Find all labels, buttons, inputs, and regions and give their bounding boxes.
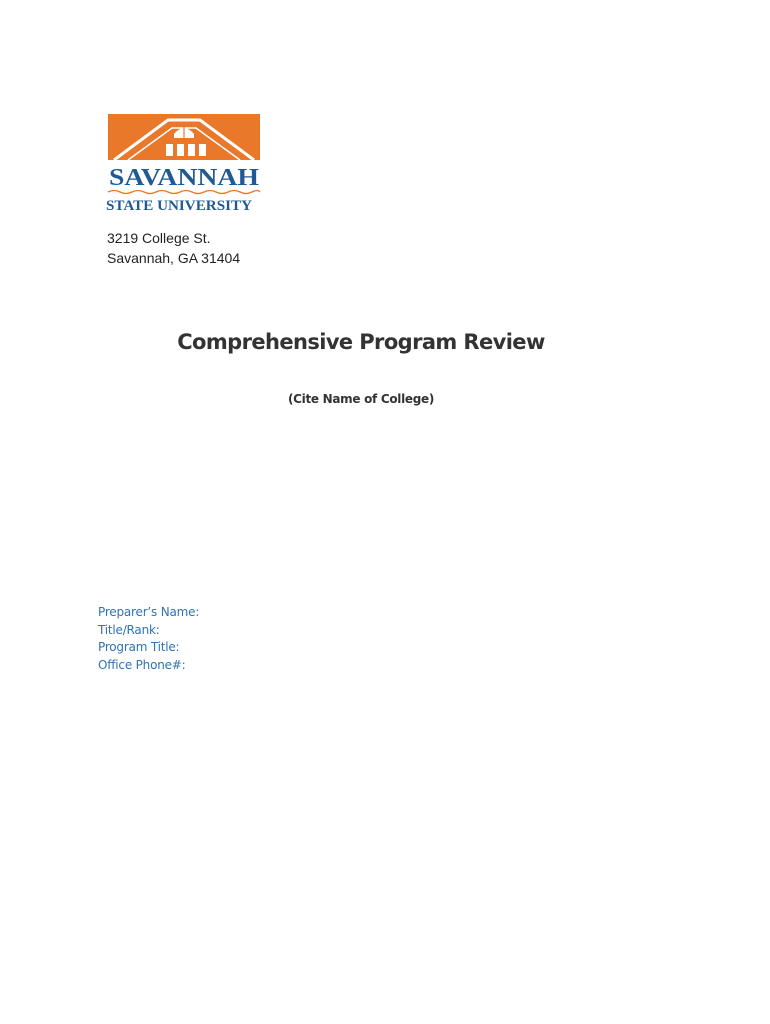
program-title-label: Program Title: bbox=[98, 640, 180, 654]
office-phone-label: Office Phone#: bbox=[98, 657, 186, 672]
address-city-state-zip: Savannah, GA 31404 bbox=[107, 250, 241, 266]
preparer-fields bbox=[98, 604, 199, 674]
logo-subname: STATE UNIVERSITY bbox=[106, 198, 253, 214]
address-block bbox=[107, 228, 240, 268]
document-title: Comprehensive Program Review bbox=[177, 330, 545, 354]
university-logo bbox=[106, 114, 262, 216]
preparer-name-label: Preparer’s Name: bbox=[98, 605, 200, 619]
address-street: 3219 College St. bbox=[107, 230, 211, 246]
document-subtitle: (Cite Name of College) bbox=[287, 392, 435, 406]
logo-name: SAVANNAH bbox=[109, 165, 260, 191]
title-rank-label: Title/Rank: bbox=[98, 622, 160, 637]
